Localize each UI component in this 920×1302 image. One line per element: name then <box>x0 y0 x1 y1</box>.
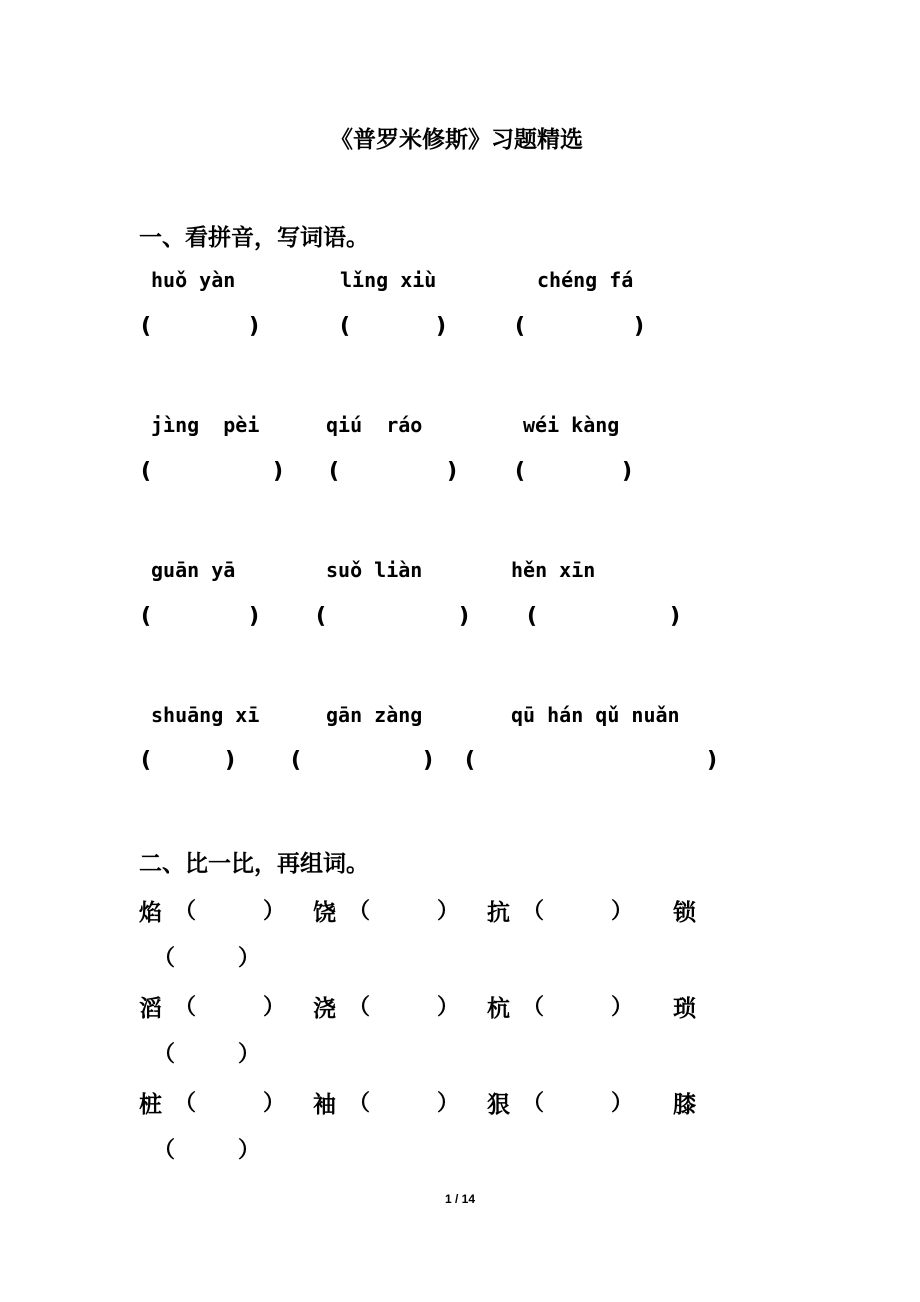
char-10: 袖 <box>313 1092 336 1118</box>
blank-close: ) <box>670 604 681 629</box>
blank-close: ） <box>437 899 460 924</box>
pinyin-5: qiú ráo <box>326 413 423 437</box>
blank-open: （ <box>153 1138 176 1163</box>
blank-open: ( <box>141 314 152 339</box>
section-1-heading: 一、看拼音，写词语。 <box>139 225 369 251</box>
blank-close: ) <box>273 459 284 484</box>
blank-close: ) <box>249 604 260 629</box>
char-12: 膝 <box>673 1092 696 1118</box>
blank-open: ( <box>515 314 526 339</box>
char-3: 抗 <box>487 900 510 926</box>
char-6: 浇 <box>313 996 336 1022</box>
blank-close: ) <box>622 459 633 484</box>
pinyin-1: huǒ yàn <box>151 268 236 292</box>
blank-close: ) <box>249 314 260 339</box>
char-1: 焰 <box>139 900 162 926</box>
blank-open: ( <box>141 748 152 773</box>
blank-close: ） <box>263 995 286 1020</box>
blank-open: ( <box>515 459 526 484</box>
blank-open: （ <box>522 1091 545 1116</box>
blank-close: ） <box>238 946 261 971</box>
page-title: 《普罗米修斯》习题精选 <box>330 127 583 153</box>
blank-open: ( <box>340 314 351 339</box>
blank-close: ） <box>437 1091 460 1116</box>
blank-open: ( <box>141 604 152 629</box>
blank-open: （ <box>348 995 371 1020</box>
blank-close: ) <box>225 748 236 773</box>
blank-close: ） <box>437 995 460 1020</box>
pinyin-10: shuāng xī <box>151 703 260 727</box>
section-2-heading: 二、比一比，再组词。 <box>139 851 369 877</box>
blank-open: （ <box>522 995 545 1020</box>
blank-close: ) <box>447 459 458 484</box>
pinyin-12: qū hán qǔ nuǎn <box>511 703 680 727</box>
blank-open: ( <box>329 459 340 484</box>
blank-open: （ <box>153 1042 176 1067</box>
pinyin-8: suǒ liàn <box>326 558 423 582</box>
pinyin-7: guān yā <box>151 558 236 582</box>
blank-close: ) <box>436 314 447 339</box>
blank-open: ( <box>141 459 152 484</box>
blank-close: ) <box>634 314 645 339</box>
pinyin-4: jìng pèi <box>151 413 260 437</box>
blank-close: ) <box>423 748 434 773</box>
blank-close: ） <box>238 1042 261 1067</box>
blank-close: ) <box>707 748 718 773</box>
blank-open: ( <box>465 748 476 773</box>
pinyin-9: hěn xīn <box>511 558 596 582</box>
char-11: 狠 <box>487 1092 510 1118</box>
blank-open: ( <box>527 604 538 629</box>
blank-open: ( <box>316 604 327 629</box>
blank-close: ） <box>263 899 286 924</box>
char-5: 滔 <box>139 996 162 1022</box>
blank-close: ） <box>238 1138 261 1163</box>
blank-open: （ <box>522 899 545 924</box>
blank-close: ） <box>611 899 634 924</box>
page-number: 1 / 14 <box>445 1192 476 1206</box>
pinyin-6: wéi kàng <box>523 413 620 437</box>
pinyin-3: chéng fá <box>537 268 634 292</box>
char-7: 杭 <box>487 996 510 1022</box>
pinyin-11: gān zàng <box>326 703 423 727</box>
blank-open: ( <box>291 748 302 773</box>
char-8: 琐 <box>673 996 696 1022</box>
blank-open: （ <box>348 1091 371 1116</box>
char-9: 桩 <box>139 1092 162 1118</box>
pinyin-2: lǐng xiù <box>340 268 437 292</box>
blank-close: ） <box>263 1091 286 1116</box>
char-2: 饶 <box>313 900 336 926</box>
char-4: 锁 <box>673 900 696 926</box>
blank-close: ） <box>611 995 634 1020</box>
blank-close: ） <box>611 1091 634 1116</box>
blank-open: （ <box>174 995 197 1020</box>
blank-close: ) <box>459 604 470 629</box>
blank-open: （ <box>348 899 371 924</box>
blank-open: （ <box>174 1091 197 1116</box>
blank-open: （ <box>174 899 197 924</box>
blank-open: （ <box>153 946 176 971</box>
